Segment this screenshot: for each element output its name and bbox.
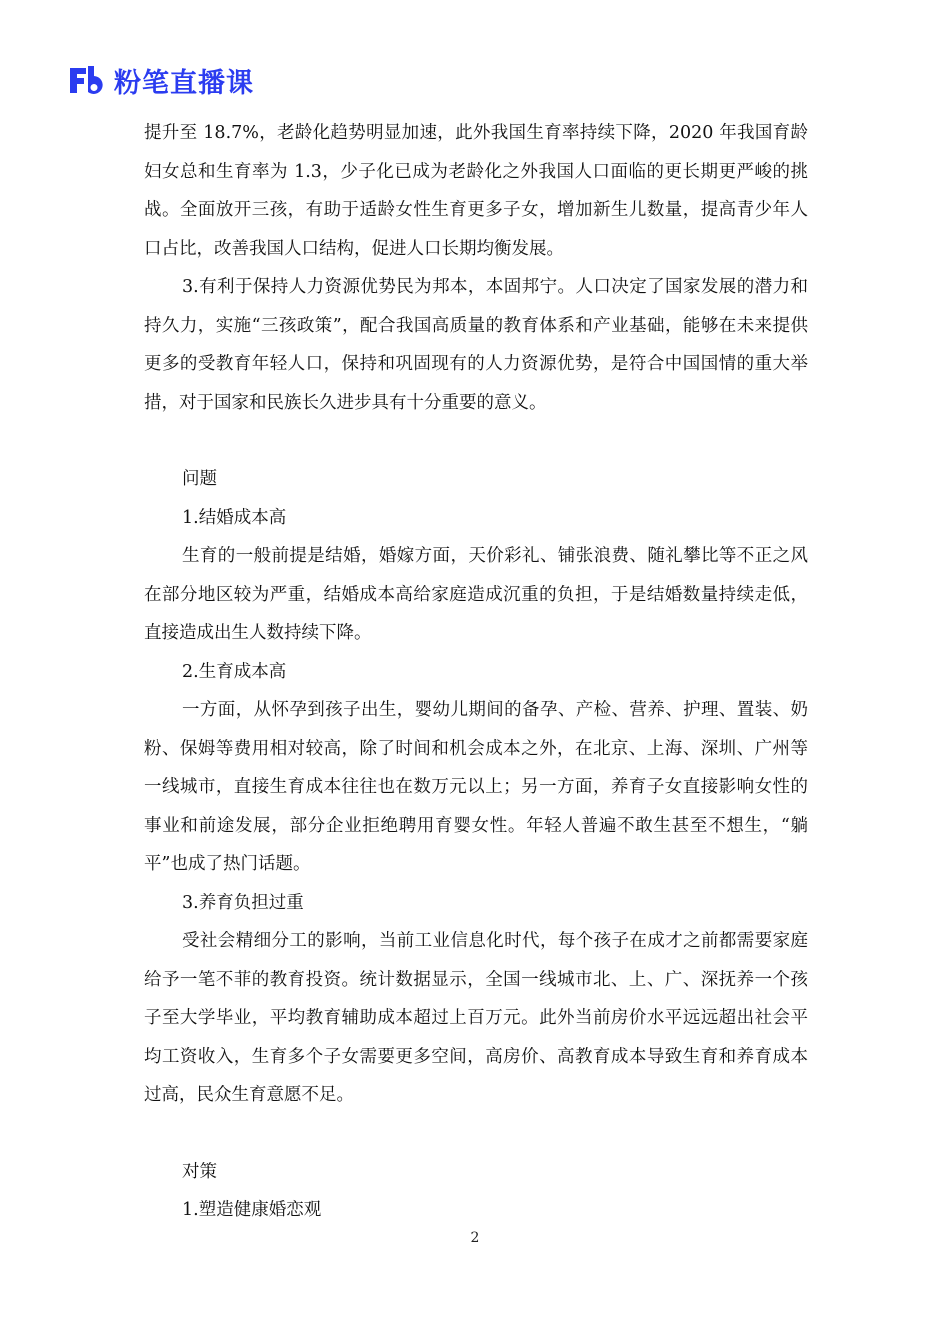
problem-1-body: 生育的一般前提是结婚，婚嫁方面，天价彩礼、铺张浪费、随礼攀比等不正之风在部分地区较为严重，结婚成本高给家庭造成沉重的负担，于是结婚数量持续走低，直接造成出生人数持续下降。 [144,546,808,643]
problem-2-title: 2.生育成本高 [182,661,287,682]
section-heading-problems: 问题 [182,469,217,489]
problem-2-body: 一方面，从怀孕到孩子出生，婴幼儿期间的备孕、产检、营养、护理、置装、奶粉、保姆等费用相对较高，除了时间和机会成本之外，在北京、上海、深圳、广州等一线城市，直接生育成本往往也在数万元以上；另一方面，养育子女直接影响女性的事业和前途发展，部分企业拒绝聘用育婴女性。年轻人普遍不敢生甚至不想生，“躺平”也成了热门话题。 [144,700,808,874]
page-number: 2 [470,1230,480,1246]
problem-3-title: 3.养育负担过重 [182,892,304,913]
measure-1-title: 1.塑造健康婚恋观 [182,1200,322,1220]
paragraph-population-structure: 提升至 18.7%，老龄化趋势明显加速，此外我国生育率持续下降，2020 年我国育龄妇女总和生育率为 1.3，少子化已成为老龄化之外我国人口面临的更长期更严峻的挑战。全面放开三孩，有助于适龄女性生育更多子女，增加新生儿数量，提高青少年人口占比，改善我国人口结构，促进人口长期均衡发展。 [144,123,808,259]
problem-1-title: 1.结婚成本高 [182,507,287,528]
fb-logo-icon [66,62,108,98]
problem-3-body: 受社会精细分工的影响，当前工业信息化时代，每个孩子在成才之前都需要家庭给予一笔不菲的教育投资。统计数据显示，全国一线城市北、上、广、深抚养一个孩子至大学毕业，平均教育辅助成本超过上百万元。此外当前房价水平远远超出社会平均工资收入，生育多个子女需要更多空间，高房价、高教育成本导致生育和养育成本过高，民众生育意愿不足。 [144,931,808,1105]
paragraph-human-resources: 3.有利于保持人力资源优势民为邦本，本固邦宁。人口决定了国家发展的潜力和持久力，实施“三孩政策”，配合我国高质量的教育体系和产业基础，能够在未来提供更多的受教育年轻人口，保持和巩固现有的人力资源优势，是符合中国国情的重大举措，对于国家和民族长久进步具有十分重要的意义。 [144,277,808,413]
brand-name: 粉笔直播课 [114,67,254,99]
page-header [66,60,254,100]
section-heading-measures: 对策 [182,1161,217,1182]
document-body [144,114,808,1230]
